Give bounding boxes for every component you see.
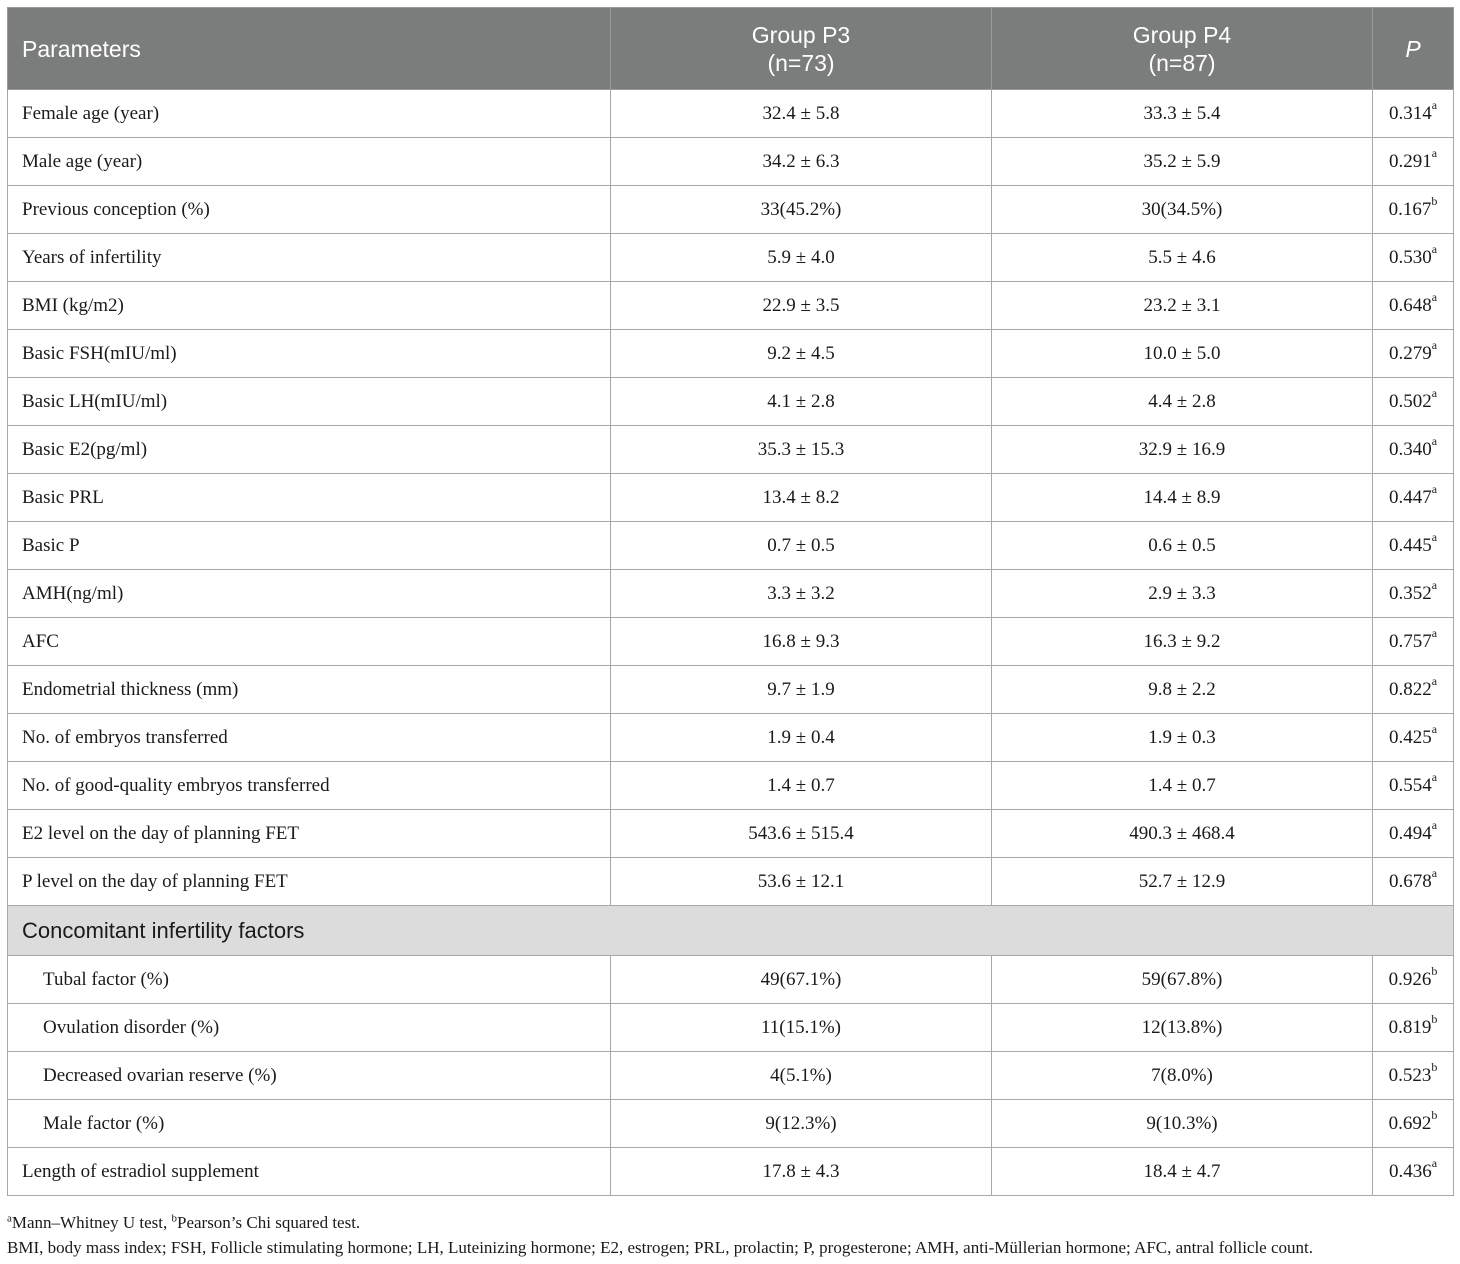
group-p3-cell: 3.3 ± 3.2 (611, 570, 992, 618)
p-value: 0.926 (1388, 968, 1432, 990)
group-p4-cell: 1.4 ± 0.7 (992, 762, 1373, 810)
parameter-cell: Male age (year) (8, 138, 611, 186)
table-body (8, 90, 1454, 1196)
table-footnotes (7, 1210, 1453, 1260)
group-p3-cell: 33(45.2%) (611, 186, 992, 234)
group-p3-cell: 9.7 ± 1.9 (611, 666, 992, 714)
group-p3-cell: 5.9 ± 4.0 (611, 234, 992, 282)
p-value-cell (1373, 330, 1454, 378)
p-value-cell (1373, 810, 1454, 858)
p-value: 0.340 (1388, 438, 1432, 460)
group-p4-cell: 12(13.8%) (992, 1004, 1373, 1052)
footnote-sup-a: a (7, 1212, 12, 1225)
p-value-cell (1373, 714, 1454, 762)
p-value-test-marker: a (1431, 146, 1438, 161)
group-p3-cell: 49(67.1%) (611, 956, 992, 1004)
group-p3-cell: 9.2 ± 4.5 (611, 330, 992, 378)
p-value-test-marker: b (1431, 1012, 1438, 1027)
group-p3-cell: 9(12.3%) (611, 1100, 992, 1148)
p-value: 0.279 (1388, 342, 1432, 364)
p-value-test-marker: b (1431, 1108, 1438, 1123)
p-value: 0.678 (1388, 870, 1432, 892)
parameter-cell: No. of embryos transferred (8, 714, 611, 762)
group-p4-cell: 14.4 ± 8.9 (992, 474, 1373, 522)
table-row (8, 810, 1454, 858)
group-p3-cell: 4.1 ± 2.8 (611, 378, 992, 426)
group-p4-cell: 16.3 ± 9.2 (992, 618, 1373, 666)
header-group-p3-n: (n=73) (767, 49, 835, 76)
group-p4-cell: 9(10.3%) (992, 1100, 1373, 1148)
table-row (8, 570, 1454, 618)
parameter-cell: Male factor (%) (8, 1100, 611, 1148)
group-p3-cell: 35.3 ± 15.3 (611, 426, 992, 474)
p-value-cell (1373, 282, 1454, 330)
p-value-cell (1373, 570, 1454, 618)
p-value-cell (1373, 1148, 1454, 1196)
group-p4-cell: 9.8 ± 2.2 (992, 666, 1373, 714)
parameter-cell: Female age (year) (8, 90, 611, 138)
group-p4-cell: 23.2 ± 3.1 (992, 282, 1373, 330)
table-row (8, 138, 1454, 186)
table-row (8, 666, 1454, 714)
group-p3-cell: 0.7 ± 0.5 (611, 522, 992, 570)
p-value: 0.425 (1388, 726, 1432, 748)
parameter-cell: Previous conception (%) (8, 186, 611, 234)
parameter-cell: Basic PRL (8, 474, 611, 522)
p-value: 0.502 (1388, 390, 1432, 412)
parameter-cell: Basic P (8, 522, 611, 570)
group-p3-cell: 17.8 ± 4.3 (611, 1148, 992, 1196)
p-value-cell (1373, 234, 1454, 282)
p-value-cell (1373, 956, 1454, 1004)
p-value-test-marker: a (1431, 626, 1438, 641)
group-p3-cell: 34.2 ± 6.3 (611, 138, 992, 186)
table-row (8, 330, 1454, 378)
footnote-tests (7, 1210, 1453, 1235)
p-value-test-marker: a (1431, 818, 1438, 833)
p-value-test-marker: a (1431, 770, 1438, 785)
group-p4-cell: 0.6 ± 0.5 (992, 522, 1373, 570)
group-p4-cell: 10.0 ± 5.0 (992, 330, 1373, 378)
p-value-test-marker: a (1431, 866, 1438, 881)
parameter-cell: Length of estradiol supplement (8, 1148, 611, 1196)
parameter-cell: BMI (kg/m2) (8, 282, 611, 330)
p-value-test-marker: a (1431, 338, 1438, 353)
p-value-cell (1373, 378, 1454, 426)
p-value-test-marker: b (1431, 1060, 1438, 1075)
parameter-cell: Decreased ovarian reserve (%) (8, 1052, 611, 1100)
parameter-cell: Tubal factor (%) (8, 956, 611, 1004)
group-p4-cell: 7(8.0%) (992, 1052, 1373, 1100)
p-value-test-marker: a (1431, 578, 1438, 593)
p-value-cell (1373, 474, 1454, 522)
p-value-cell (1373, 1100, 1454, 1148)
group-p3-cell: 543.6 ± 515.4 (611, 810, 992, 858)
footnote-test-b: Pearson’s Chi squared test. (176, 1213, 361, 1232)
p-value: 0.436 (1388, 1160, 1432, 1182)
parameter-cell: Basic E2(pg/ml) (8, 426, 611, 474)
p-value: 0.648 (1388, 294, 1432, 316)
table-row (8, 1052, 1454, 1100)
table-row (8, 474, 1454, 522)
p-value-cell (1373, 762, 1454, 810)
p-value-test-marker: a (1431, 434, 1438, 449)
parameter-cell: Years of infertility (8, 234, 611, 282)
group-p4-cell: 59(67.8%) (992, 956, 1373, 1004)
p-value-test-marker: b (1431, 194, 1438, 209)
group-p4-cell: 18.4 ± 4.7 (992, 1148, 1373, 1196)
parameter-cell: Basic FSH(mIU/ml) (8, 330, 611, 378)
section-label: Concomitant infertility factors (8, 906, 1454, 956)
p-value-test-marker: a (1431, 98, 1438, 113)
parameter-cell: Ovulation disorder (%) (8, 1004, 611, 1052)
p-value-cell (1373, 90, 1454, 138)
header-group-p4-n: (n=87) (1148, 49, 1216, 76)
p-value-test-marker: a (1431, 242, 1438, 257)
table-row (8, 858, 1454, 906)
header-group-p3 (611, 8, 992, 90)
group-p3-cell: 11(15.1%) (611, 1004, 992, 1052)
group-p4-cell: 5.5 ± 4.6 (992, 234, 1373, 282)
p-value: 0.692 (1388, 1112, 1432, 1134)
p-value: 0.530 (1388, 246, 1432, 268)
p-value: 0.291 (1388, 150, 1432, 172)
p-value-cell (1373, 618, 1454, 666)
group-p4-cell: 52.7 ± 12.9 (992, 858, 1373, 906)
footnote-sup-b: b (171, 1212, 177, 1225)
p-value-test-marker: a (1431, 1156, 1438, 1171)
table-row (8, 956, 1454, 1004)
group-p3-cell: 22.9 ± 3.5 (611, 282, 992, 330)
table-row (8, 378, 1454, 426)
p-value-cell (1373, 426, 1454, 474)
parameter-cell: Basic LH(mIU/ml) (8, 378, 611, 426)
table-row (8, 426, 1454, 474)
parameter-cell: E2 level on the day of planning FET (8, 810, 611, 858)
data-table-container (7, 7, 1453, 1196)
table-row (8, 762, 1454, 810)
p-value: 0.445 (1388, 534, 1432, 556)
p-value-test-marker: a (1431, 530, 1438, 545)
table-row (8, 522, 1454, 570)
header-parameters: Parameters (8, 8, 611, 90)
header-row (8, 8, 1454, 90)
p-value-test-marker: b (1431, 964, 1438, 979)
p-value: 0.554 (1388, 774, 1432, 796)
parameter-cell: AMH(ng/ml) (8, 570, 611, 618)
p-value: 0.167 (1388, 198, 1432, 220)
table-header (8, 8, 1454, 90)
p-value-cell (1373, 1052, 1454, 1100)
p-value-test-marker: a (1431, 722, 1438, 737)
table-row (8, 234, 1454, 282)
group-p3-cell: 53.6 ± 12.1 (611, 858, 992, 906)
parameter-cell: AFC (8, 618, 611, 666)
p-value-test-marker: a (1431, 386, 1438, 401)
p-value: 0.314 (1388, 102, 1432, 124)
table-row (8, 714, 1454, 762)
table-row (8, 186, 1454, 234)
section-row-concomitant-factors (8, 906, 1454, 956)
p-value: 0.822 (1388, 678, 1432, 700)
group-p3-cell: 4(5.1%) (611, 1052, 992, 1100)
header-group-p3-name: Group P3 (751, 21, 851, 48)
p-value: 0.523 (1388, 1064, 1432, 1086)
table-row (8, 1004, 1454, 1052)
header-p-value: P (1373, 8, 1454, 90)
p-value: 0.819 (1388, 1016, 1432, 1038)
group-p4-cell: 32.9 ± 16.9 (992, 426, 1373, 474)
p-value-test-marker: a (1431, 290, 1438, 305)
header-group-p4 (992, 8, 1373, 90)
p-value-test-marker: a (1431, 674, 1438, 689)
parameter-cell: P level on the day of planning FET (8, 858, 611, 906)
p-value-cell (1373, 858, 1454, 906)
p-value: 0.757 (1388, 630, 1432, 652)
table-row (8, 618, 1454, 666)
p-value: 0.494 (1388, 822, 1432, 844)
parameter-cell: Endometrial thickness (mm) (8, 666, 611, 714)
group-p3-cell: 1.9 ± 0.4 (611, 714, 992, 762)
p-value-cell (1373, 522, 1454, 570)
table-row (8, 282, 1454, 330)
group-p4-cell: 35.2 ± 5.9 (992, 138, 1373, 186)
footnote-test-a: Mann–Whitney U test, (11, 1213, 172, 1232)
group-p3-cell: 32.4 ± 5.8 (611, 90, 992, 138)
group-p4-cell: 33.3 ± 5.4 (992, 90, 1373, 138)
table-row (8, 1100, 1454, 1148)
table-row (8, 90, 1454, 138)
group-p3-cell: 16.8 ± 9.3 (611, 618, 992, 666)
header-group-p4-name: Group P4 (1132, 21, 1232, 48)
p-value-cell (1373, 138, 1454, 186)
p-value-cell (1373, 186, 1454, 234)
group-p4-cell: 4.4 ± 2.8 (992, 378, 1373, 426)
table-row (8, 1148, 1454, 1196)
p-value-cell (1373, 1004, 1454, 1052)
footnote-abbreviations: BMI, body mass index; FSH, Follicle stimulating hormone; LH, Luteinizing hormone; E2, estrogen; PRL, prolactin; P, progesterone; AMH, anti-Müllerian hormone; AFC, antral follicle count. (7, 1238, 1313, 1257)
group-p3-cell: 13.4 ± 8.2 (611, 474, 992, 522)
p-value: 0.352 (1388, 582, 1432, 604)
group-p3-cell: 1.4 ± 0.7 (611, 762, 992, 810)
parameter-cell: No. of good-quality embryos transferred (8, 762, 611, 810)
group-p4-cell: 1.9 ± 0.3 (992, 714, 1373, 762)
baseline-characteristics-table (7, 7, 1454, 1196)
p-value-test-marker: a (1431, 482, 1438, 497)
group-p4-cell: 30(34.5%) (992, 186, 1373, 234)
p-value-cell (1373, 666, 1454, 714)
group-p4-cell: 2.9 ± 3.3 (992, 570, 1373, 618)
p-value: 0.447 (1388, 486, 1432, 508)
group-p4-cell: 490.3 ± 468.4 (992, 810, 1373, 858)
